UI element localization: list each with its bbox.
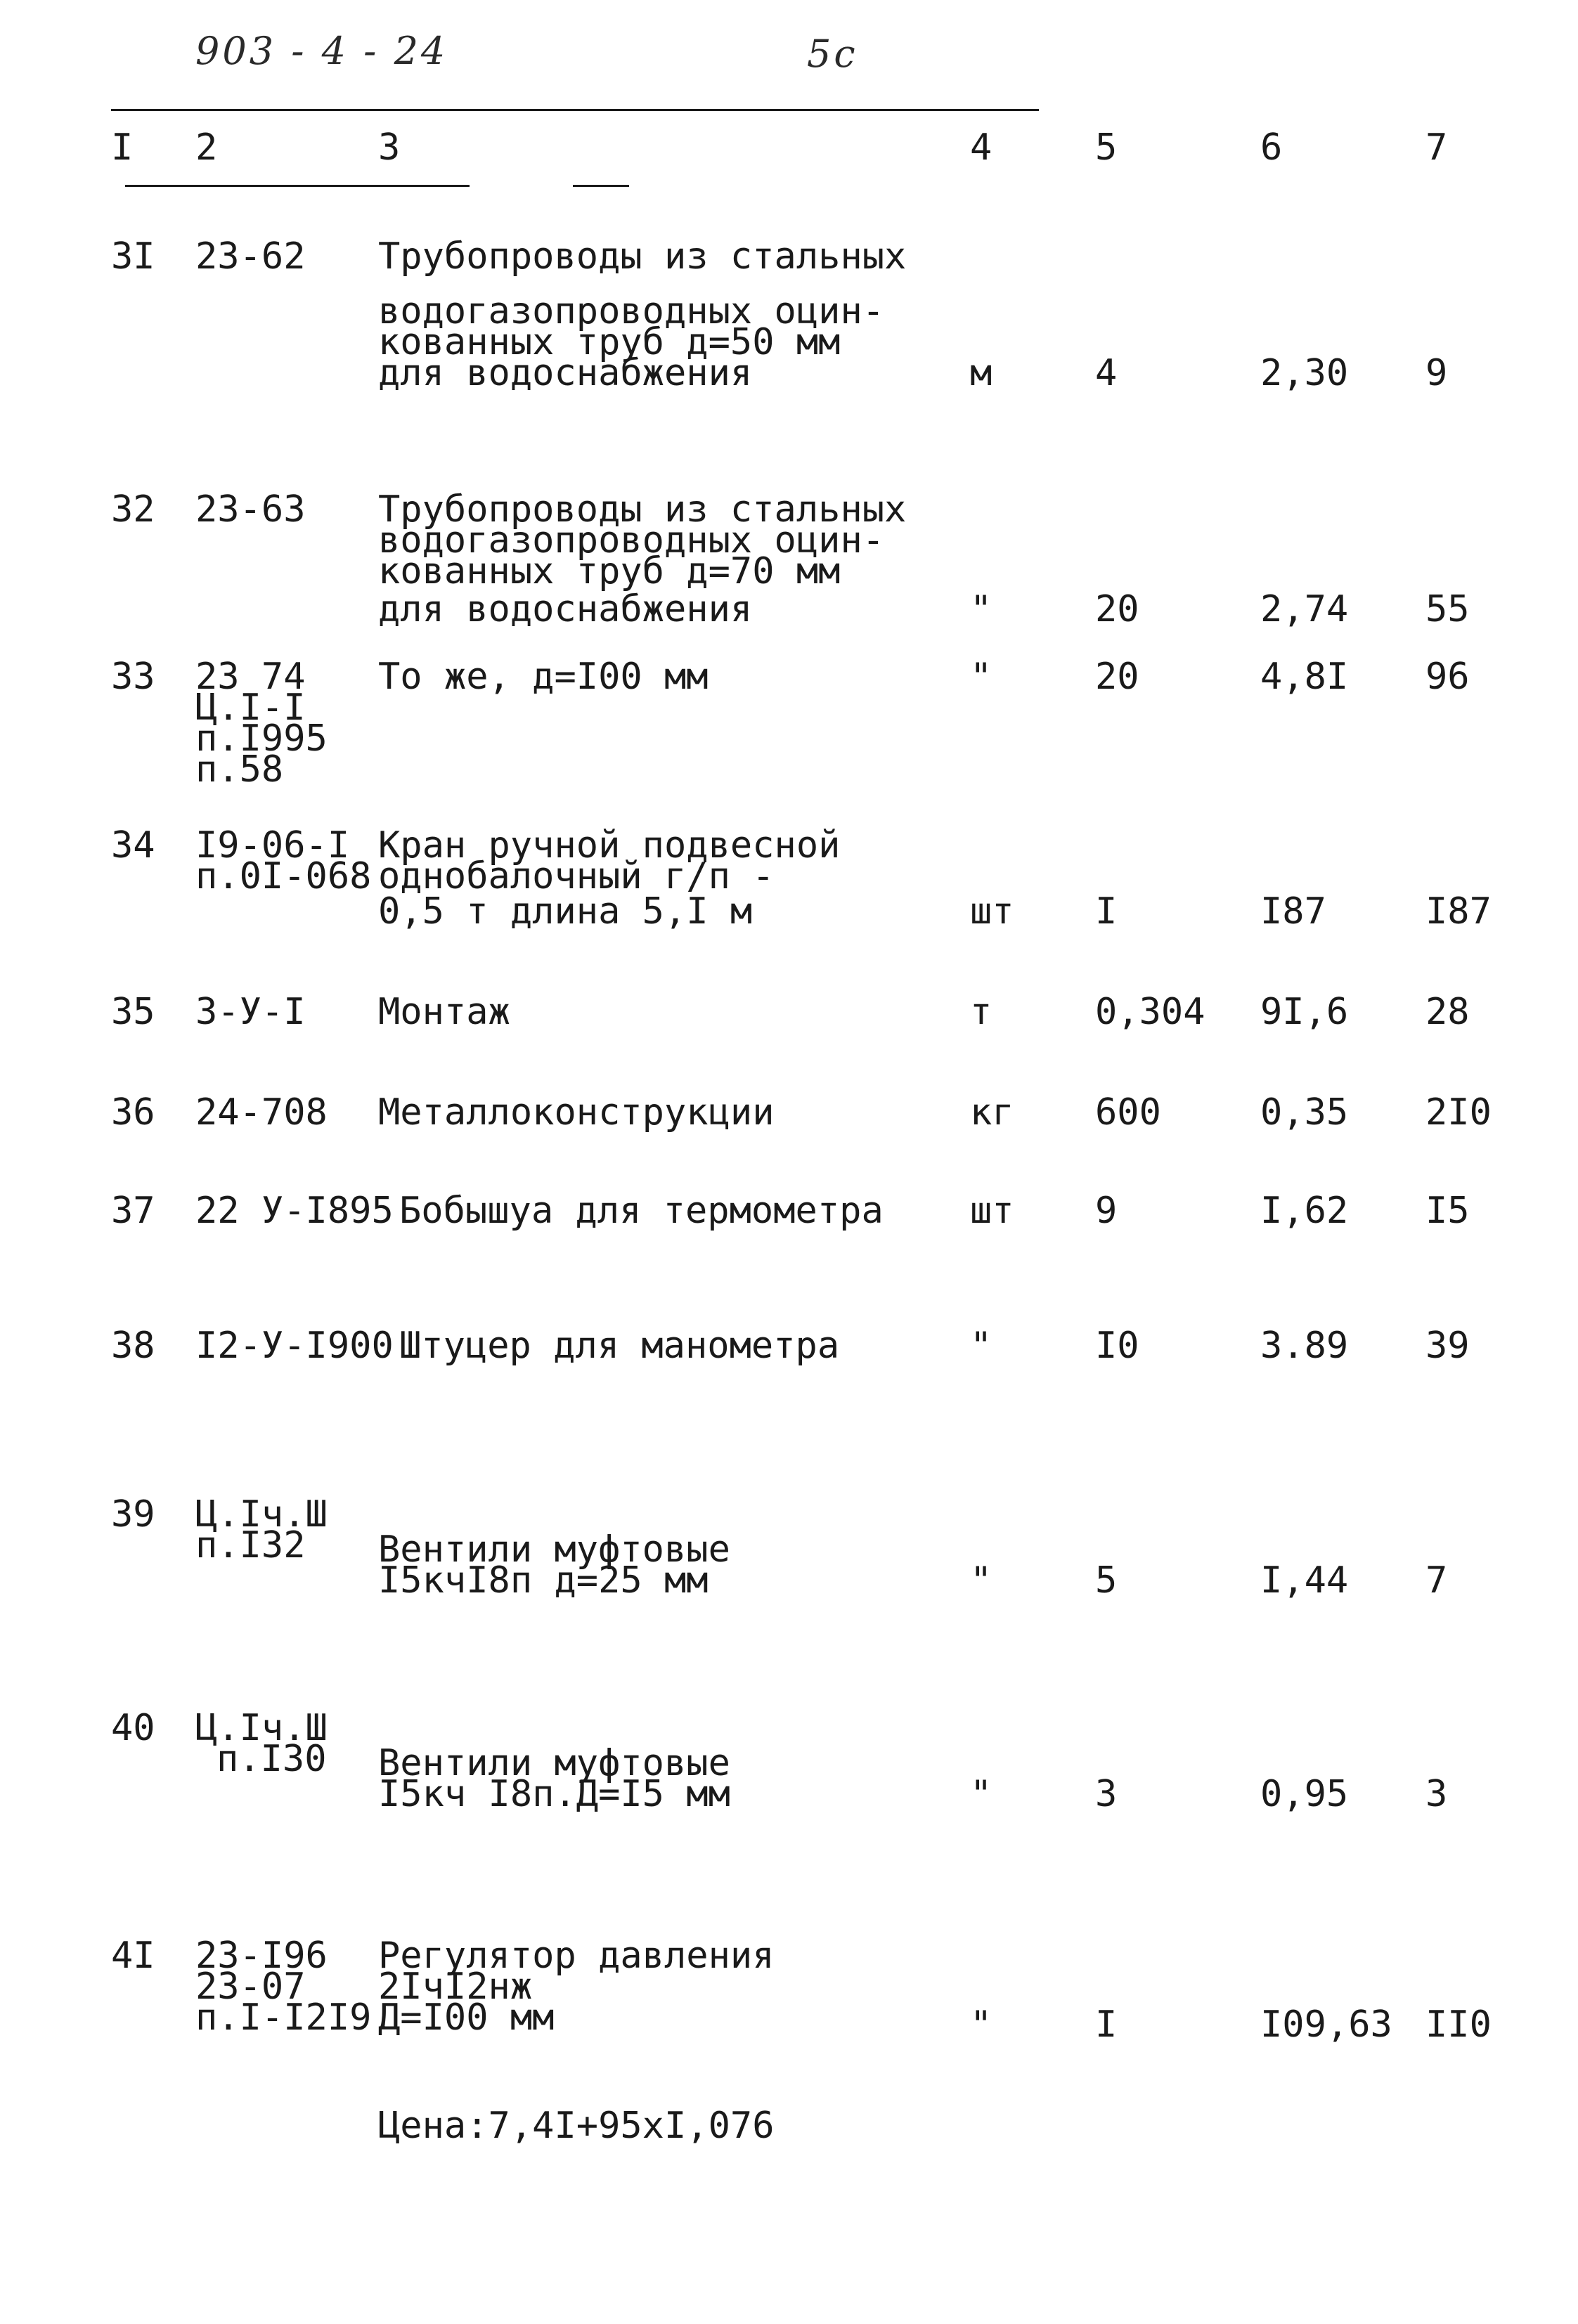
- row-quantity: 9: [1095, 1190, 1118, 1232]
- header-col-2: 2: [195, 126, 218, 169]
- row-name: Регулятор давления: [378, 1935, 775, 1977]
- row-name: Кран ручной подвесной: [378, 824, 841, 866]
- row-name: кованных труб д=50 мм: [378, 321, 841, 363]
- row-total: 39: [1425, 1325, 1470, 1367]
- row-code: п.I30: [216, 1738, 327, 1780]
- row-code: 23-62: [195, 235, 306, 278]
- row-unit: ": [970, 1325, 992, 1367]
- row-name: Металлоконструкции: [378, 1091, 775, 1134]
- row-price: 3.89: [1260, 1325, 1349, 1367]
- row-code: п.I-I2I9: [195, 1997, 372, 2039]
- row-number: 38: [111, 1325, 155, 1367]
- row-name: 2IчI2нж: [378, 1966, 533, 2008]
- row-price: 4,8I: [1260, 656, 1349, 698]
- row-total: 7: [1425, 1559, 1448, 1602]
- row-code: 22 У-I895: [195, 1190, 394, 1232]
- header-col-1: I: [111, 126, 134, 169]
- row-total: 9: [1425, 352, 1448, 394]
- header-col-6: 6: [1260, 126, 1283, 169]
- row-code: 24-708: [195, 1091, 328, 1134]
- row-quantity: 0,304: [1095, 991, 1205, 1033]
- row-name: для водоснабжения: [378, 588, 753, 630]
- row-code: п.I32: [195, 1524, 306, 1566]
- row-unit: шт: [970, 1190, 1014, 1232]
- header-rule-top: [111, 109, 1039, 111]
- row-name: I5кчI8п д=25 мм: [378, 1559, 709, 1602]
- row-unit: кг: [970, 1091, 1014, 1134]
- row-price: 0,95: [1260, 1773, 1349, 1815]
- row-number: 35: [111, 991, 155, 1033]
- row-total: 2I0: [1425, 1091, 1492, 1134]
- row-name: Монтаж: [378, 991, 510, 1033]
- header-col-7: 7: [1425, 126, 1448, 169]
- header-rule-bottom-dash: [573, 185, 629, 187]
- row-name: водогазопроводных оцин-: [378, 519, 885, 561]
- row-code: п.58: [195, 748, 284, 791]
- row-price: I09,63: [1260, 2004, 1392, 2046]
- row-number: 3I: [111, 235, 155, 278]
- row-quantity: 4: [1095, 352, 1118, 394]
- row-code: I2-У-I900: [195, 1325, 394, 1367]
- row-total: 96: [1425, 656, 1470, 698]
- row-quantity: I: [1095, 890, 1118, 933]
- row-name: Трубопроводы из стальных: [378, 235, 907, 278]
- row-unit: ": [970, 1773, 992, 1815]
- page-number: 5c: [807, 32, 858, 76]
- row-total: 28: [1425, 991, 1470, 1033]
- page-reference: 903 - 4 - 24: [195, 29, 448, 73]
- row-number: 36: [111, 1091, 155, 1134]
- row-quantity: 20: [1095, 656, 1139, 698]
- row-name: 0,5 т длина 5,I м: [378, 890, 753, 933]
- row-number: 37: [111, 1190, 155, 1232]
- header-rule-bottom: [125, 185, 470, 187]
- row-unit: ": [970, 1559, 992, 1602]
- header-col-5: 5: [1095, 126, 1118, 169]
- header-col-4: 4: [970, 126, 992, 169]
- row-name: Бобышуа для термометра: [399, 1190, 884, 1232]
- row-name: однобалочный г/п -: [378, 855, 775, 897]
- row-unit: т: [970, 991, 992, 1033]
- row-name: водогазопроводных оцин-: [378, 290, 885, 332]
- header-col-3: 3: [378, 126, 401, 169]
- row-code: 23-I96: [195, 1935, 328, 1977]
- row-price: 2,30: [1260, 352, 1349, 394]
- row-number: 33: [111, 656, 155, 698]
- row-code: Ц.Iч.Ш: [195, 1493, 328, 1536]
- row-price: I87: [1260, 890, 1326, 933]
- row-name: Д=I00 мм: [378, 1997, 555, 2039]
- row-quantity: I: [1095, 2004, 1118, 2046]
- row-number: 40: [111, 1707, 155, 1749]
- row-quantity: 3: [1095, 1773, 1118, 1815]
- row-number: 39: [111, 1493, 155, 1536]
- price-footnote: Цена:7,4I+95хI,076: [378, 2105, 775, 2147]
- row-name: I5кч I8п.Д=I5 мм: [378, 1773, 730, 1815]
- row-price: 0,35: [1260, 1091, 1349, 1134]
- row-code: п.0I-068: [195, 855, 372, 897]
- row-quantity: 600: [1095, 1091, 1161, 1134]
- row-code: 23 74: [195, 656, 306, 698]
- row-total: II0: [1425, 2004, 1492, 2046]
- row-code: 3-У-I: [195, 991, 306, 1033]
- row-code: 23-07: [195, 1966, 306, 2008]
- row-quantity: I0: [1095, 1325, 1139, 1367]
- row-name: Вентили муфтовые: [378, 1528, 730, 1571]
- row-number: 32: [111, 488, 155, 531]
- row-quantity: 5: [1095, 1559, 1118, 1602]
- row-price: I,44: [1260, 1559, 1349, 1602]
- row-number: 34: [111, 824, 155, 866]
- row-name: кованных труб д=70 мм: [378, 550, 841, 592]
- row-price: 2,74: [1260, 588, 1349, 630]
- row-total: I5: [1425, 1190, 1470, 1232]
- row-unit: ": [970, 588, 992, 630]
- row-code: Ц.Iч.Ш: [195, 1707, 328, 1749]
- row-code: 23-63: [195, 488, 306, 531]
- row-unit: м: [970, 352, 992, 394]
- row-price: I,62: [1260, 1190, 1349, 1232]
- row-number: 4I: [111, 1935, 155, 1977]
- row-price: 9I,6: [1260, 991, 1349, 1033]
- row-total: I87: [1425, 890, 1492, 933]
- row-name: Штуцер для манометра: [399, 1325, 840, 1367]
- row-quantity: 20: [1095, 588, 1139, 630]
- row-unit: ": [970, 656, 992, 698]
- row-code: п.I995: [195, 718, 328, 760]
- row-name: Трубопроводы из стальных: [378, 488, 907, 531]
- row-name: То же, д=I00 мм: [378, 656, 709, 698]
- row-name: Вентили муфтовые: [378, 1742, 730, 1784]
- row-code: I9-06-I: [195, 824, 350, 866]
- row-total: 55: [1425, 588, 1470, 630]
- row-code: Ц.I-I: [195, 687, 306, 729]
- row-unit: ": [970, 2004, 992, 2046]
- row-total: 3: [1425, 1773, 1448, 1815]
- row-name: для водоснабжения: [378, 352, 753, 394]
- row-unit: шт: [970, 890, 1014, 933]
